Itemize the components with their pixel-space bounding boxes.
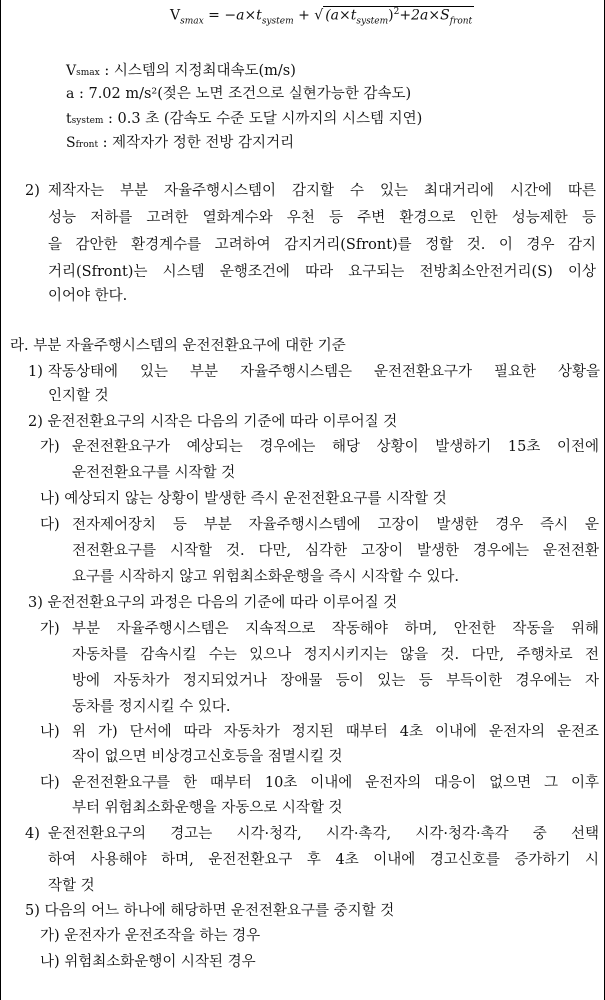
definition-vsmax: [66, 60, 296, 84]
formula-sqrt-c: +2a×S: [399, 7, 450, 24]
def-text: : 시스템의 지정최대속도(m/s): [99, 63, 296, 79]
item3a-line: 방에 자동차가 정지되었거나 장애물 등이 있는 등 부득이한 경우에는 자: [72, 673, 599, 689]
formula-t-sub-2: system: [356, 16, 389, 27]
def-text: : 제작자가 정한 전방 감지거리: [98, 135, 295, 151]
formula-lhs: V: [170, 7, 181, 24]
definition-tsystem: [66, 108, 422, 132]
item2c-body: [72, 514, 599, 562]
formula-sqrt-b: ): [388, 7, 394, 24]
formula-sqrt-a: (a×t: [325, 7, 357, 24]
item2a-line2: 운전전환요구를 시작할 것: [72, 465, 236, 481]
formula-eq: =: [203, 7, 225, 24]
item3: 3) 운전전환요구의 과정은 다음의 기준에 따라 이루어질 것: [28, 595, 398, 611]
def-subscript: front: [75, 140, 99, 150]
definition-sfront: [66, 132, 294, 156]
para2-line: 을 감안한 환경계수를 고려하여 감지거리(Sfront)를 정할 것. 이 경우 감지: [48, 237, 596, 253]
def-subscript: system: [71, 116, 104, 126]
para2-line: 제작자는 부분 자율주행시스템이 감지할 수 있는 최대거리에 시간에 따른: [48, 183, 596, 199]
item3b-number: 나): [40, 724, 60, 740]
sqrt-icon: √: [314, 7, 324, 24]
section-title: 라. 부분 자율주행시스템의 운전전환요구에 대한 기준: [10, 338, 346, 354]
item3a-line: 부분 자율주행시스템은 지속적으로 작동해야 하며, 안전한 작동을 위해: [72, 621, 599, 637]
item1-line2: 인지할 것: [48, 388, 109, 404]
item4-line: 운전전환요구의 경고는 시각·청각, 시각·촉각, 시각·청각·촉각 중 선택: [48, 826, 599, 842]
item3b-line1-wrap: [72, 721, 599, 743]
item1-line1: 작동상태에 있는 부분 자율주행시스템은 운전전환요구가 필요한 상황을: [48, 364, 600, 380]
item2c-line: 전자제어장치 등 부분 자율주행시스템에 고장이 발생한 경우 즉시 운: [72, 517, 599, 533]
item3a-line4: 동차를 정지시킬 수 있다.: [72, 699, 231, 715]
item3a-line: 자동차를 감속시킬 수는 있으나 정지시키지는 않을 것. 다만, 주행차로 전: [72, 647, 599, 663]
item1-number: 1): [28, 364, 43, 380]
item5b: 나) 위험최소화운행이 시작된 경우: [40, 954, 256, 970]
item2c-number: 다): [40, 517, 60, 533]
para2-line: 거리(Sfront)는 시스템 운행조건에 따라 요구되는 전방최소안전거리(S) 이상: [48, 264, 596, 280]
def-symbol: a: [66, 86, 75, 102]
item1-line1-wrap: [48, 361, 600, 383]
def-text: : 7.02 m/s²(젖은 노면 조건으로 실현가능한 감속도): [74, 86, 412, 102]
vsmax-formula: [170, 6, 474, 26]
def-symbol: S: [66, 135, 76, 151]
item2a-line1-wrap: [72, 436, 599, 458]
item3c-line1-wrap: [72, 772, 599, 794]
item3b-line1: 위 가) 단서에 따라 자동차가 정지된 때부터 4초 이내에 운전자의 운전조: [72, 724, 599, 740]
item2c-line3: 요구를 시작하지 않고 위험최소화운행을 즉시 시작할 수 있다.: [72, 569, 460, 585]
para2-body: [48, 180, 596, 283]
formula-lhs-sub: smax: [180, 16, 204, 27]
formula-part1: −a×t: [224, 7, 262, 24]
definition-a: [66, 83, 411, 107]
para2-line: 성능 저하를 고려한 열화계수와 우천 등 주변 환경으로 인한 성능제한 등: [48, 210, 596, 226]
item3c-number: 다): [40, 775, 60, 791]
item5a: 가) 운전자가 운전조작을 하는 경우: [40, 928, 261, 944]
item2c-line: 전전환요구를 시작할 것. 다만, 심각한 고장이 발생한 경우에는 운전전환: [72, 543, 599, 559]
formula-square: 2: [393, 7, 400, 17]
formula-s-sub: front: [449, 16, 473, 27]
def-text: : 0.3 초 (감속도 수준 도달 시까지의 시스템 지연): [103, 111, 423, 127]
item2: 2) 운전전환요구의 시작은 다음의 기준에 따라 이루어질 것: [28, 414, 398, 430]
formula-radicand: [323, 6, 474, 26]
def-symbol: t: [66, 111, 72, 127]
para2-last-line: 이어야 한다.: [48, 288, 128, 304]
item2a-line1: 운전전환요구가 예상되는 경우에는 해당 상황이 발생하기 15초 이전에: [72, 439, 599, 455]
item5: 5) 다음의 어느 하나에 해당하면 운전전환요구를 중지할 것: [25, 903, 395, 919]
item3b-line2: 작이 없으면 비상경고신호등을 점멸시킬 것: [72, 749, 343, 765]
item3c-line2: 부터 위험최소화운행을 자동으로 시작할 것: [72, 800, 343, 816]
def-symbol: V: [66, 63, 77, 79]
def-subscript: smax: [76, 68, 100, 78]
item4-body: [48, 823, 599, 871]
item4-number: 4): [25, 826, 40, 842]
para2-number: 2): [25, 183, 40, 199]
item3c-line1: 운전전환요구를 한 때부터 10초 이내에 운전자의 대응이 없으면 그 이후: [72, 775, 599, 791]
item2b: 나) 예상되지 않는 상황이 발생한 즉시 운전전환요구를 시작할 것: [40, 491, 447, 507]
item4-line: 하여 사용해야 하며, 운전전환요구 후 4초 이내에 경고신호를 증가하기 시: [48, 852, 599, 868]
item4-line3: 작할 것: [48, 878, 95, 894]
item3a-body: [72, 618, 599, 692]
item2a-number: 가): [40, 439, 60, 455]
formula-t-sub: system: [261, 16, 294, 27]
item3a-number: 가): [40, 621, 60, 637]
formula-plus: +: [293, 7, 315, 24]
